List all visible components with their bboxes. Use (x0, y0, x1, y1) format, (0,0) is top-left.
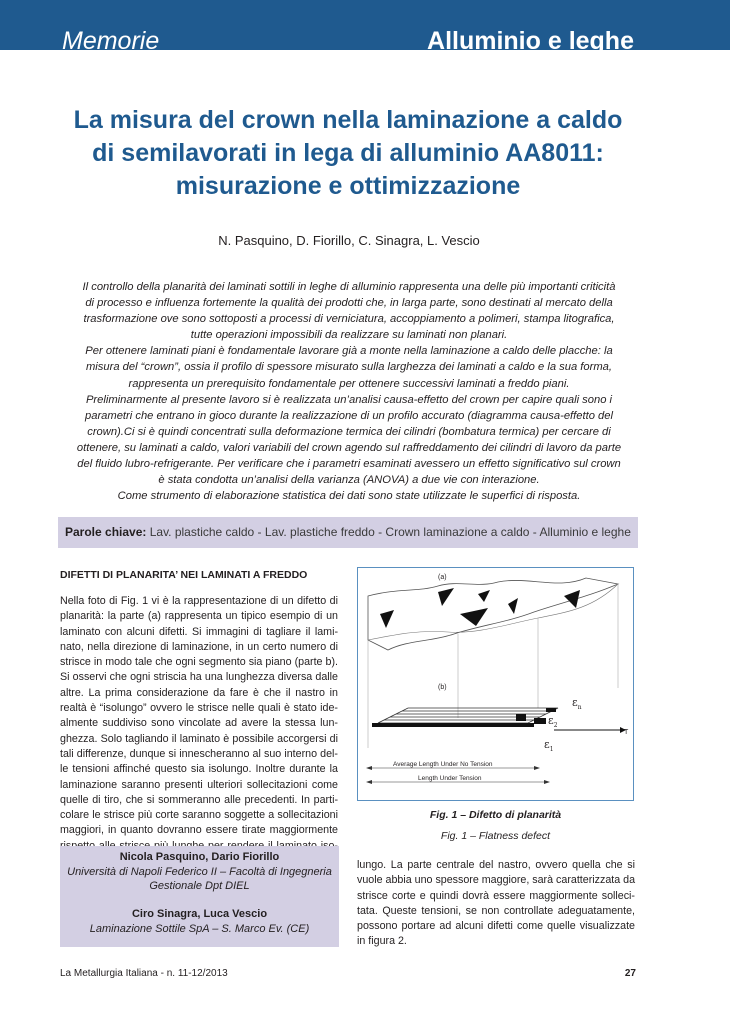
body-line: strisce corte e quindi dovrà essere maggiormente solleci- (357, 889, 635, 902)
affiliation-box (60, 846, 339, 947)
header-band (0, 0, 730, 55)
epsilon-2-label: $\varepsilon_2$ (548, 714, 558, 729)
abstract-line: del fluido lubro-refrigerante. Per verificare che i parametri esaminati avessero un effetto significativo sul crown (77, 458, 621, 471)
body-line: strisce in modo tale che ogni segmento sia piano (parte b). (60, 656, 338, 669)
dimension-arrow-head (544, 780, 550, 784)
defect-buckle (380, 610, 394, 628)
tension-length-label: Length Under Tension (418, 775, 482, 782)
body-line: quelle di tiro, che si sommeranno alle precedenti. In parti- (60, 793, 338, 806)
keywords-value: Lav. plastiche caldo - Lav. plastiche freddo - Crown laminazione a caldo - Alluminio e leghe (149, 525, 631, 539)
strip-stack (378, 708, 558, 723)
defect-buckle (478, 590, 490, 602)
keywords-box (58, 517, 638, 548)
body-line: planarità: la parte (a) rappresenta un tipico esempio di un (60, 610, 338, 623)
title-line: La misura del crown nella laminazione a caldo (73, 106, 623, 134)
abstract-line: misura del “crown”, ossia il profilo di spessore misurato sulla larghezza dei laminati a caldo e la sua forma, (85, 361, 613, 374)
figure-label-b: (b) (438, 684, 447, 691)
defect-buckle (438, 588, 454, 606)
affiliation-group (60, 850, 339, 894)
affiliation-line: Laminazione Sottile SpA – S. Marco Ev. (CE) (89, 922, 310, 935)
body-line: lungo. La parte centrale del nastro, ovvero quella che si (357, 859, 635, 871)
abstract-line: Il controllo della planarità dei laminati sottili in leghe di alluminio rappresenta una delle più importanti criticità (82, 281, 616, 293)
abstract-line: trasformazione ove sono sottoposti a processi di verniciatura, accoppiamento a polimeri, stampa litografica, (83, 313, 615, 326)
epsilon-1-label: $\varepsilon_1$ (544, 738, 554, 753)
body-line: ghezza. Solo tagliando il laminato è possibile accorgersi di (60, 732, 338, 745)
strip-offset (534, 718, 546, 724)
defect-buckle (508, 598, 518, 614)
dimension-arrow-head (534, 766, 540, 770)
body-line: colare le strisce più corte saranno soggette a sollecitazioni (60, 809, 338, 822)
figure-caption-english: Fig. 1 – Flatness defect (440, 830, 551, 842)
header-topic-label: Alluminio e leghe (427, 27, 634, 55)
page-number: 27 (624, 968, 636, 979)
defect-buckle (460, 608, 488, 626)
defect-buckle (564, 590, 580, 608)
epsilon-n-label: $\varepsilon_n$ (572, 696, 582, 711)
abstract (60, 279, 638, 504)
abstract-line: Per ottenere laminati piani è fondamentale lavorare già a monte nella laminazione a caldo delle placche: la (85, 345, 613, 358)
dimension-arrow-head (366, 780, 372, 784)
figure-label-a: (a) (438, 574, 447, 581)
wavy-sheet-outline (368, 578, 618, 650)
affiliation-names: Nicola Pasquino, Dario Fiorillo (119, 851, 280, 863)
title-line: misurazione e ottimizzazione (175, 172, 521, 200)
affiliation-line: Università di Napoli Federico II – Facoltà di Ingegneria (67, 865, 332, 878)
body-line: nato, nella direzione di laminazione, in un certo numero di (60, 640, 338, 653)
body-line: Nella foto di Fig. 1 vi è la rappresentazione di un difetto di (60, 595, 338, 607)
body-line: almente suddiviso sono vincolate ad avere la stessa lun- (60, 717, 338, 730)
footer-journal: La Metallurgia Italiana - n. 11-12/2013 (60, 968, 228, 979)
body-line: laminato con alcuni difetti. Si immagini di tagliare il lami- (60, 625, 338, 638)
figure-1 (357, 567, 634, 801)
body-line: le tensioni affinché questo sia isolungo. Inoltre durante la (60, 763, 338, 776)
body-line: laminazione saranno presenti ulteriori sollecitazioni come (60, 778, 338, 791)
abstract-line: Preliminarmente al presente lavoro si è realizzata un’analisi causa-effetto del crown per capire quali sono i (85, 393, 613, 406)
abstract-line: crown).Ci si è quindi concentrati sulla deformazione termica dei cilindri (bombatura termica) per cercare di (87, 425, 611, 438)
body-column-right (357, 858, 635, 950)
body-line: vuole abbia uno spessore maggiore, sarà caratterizzata da (357, 874, 636, 887)
abstract-line: parametri che entrano in gioco durante la realizzazione di un profilo accurato (diagramma causa-effetto del (85, 409, 613, 422)
strip-base (372, 723, 534, 727)
avg-length-label: Average Length Under No Tension (393, 761, 493, 768)
body-line: Si osservi che ogni striscia ha una lunghezza diversa dalle (60, 671, 338, 684)
abstract-line: Come strumento di elaborazione statistica dei dati sono state utilizzate le superfici di risposta. (117, 490, 581, 503)
title-line: di semilavorati in lega di alluminio AA8011: (92, 139, 604, 167)
affiliation-names: Ciro Sinagra, Luca Vescio (131, 908, 268, 920)
body-line: possono portare ad alcuni difetti come quelle visualizzate (357, 920, 635, 933)
dimension-arrow-head (366, 766, 372, 770)
body-line: realtà è “isolungo” ovvero le strisce nelle quali è stato ide- (60, 702, 338, 715)
body-line: maggiori, in quanto dovranno essere tirate maggiormente (60, 824, 338, 837)
keywords-label: Parole chiave: (65, 525, 147, 539)
article-title (50, 104, 646, 203)
abstract-line: tutte operazioni impossibili da realizzare su laminati non planari. (190, 329, 508, 342)
body-line: tata. Queste tensioni, se non controllate adeguatamente, (357, 904, 635, 917)
body-line: tali differenze, dunque si innescheranno al suo interno del- (60, 747, 338, 760)
authors: N. Pasquino, D. Fiorillo, C. Sinagra, L. Vescio (218, 233, 480, 248)
strip-offset (546, 708, 556, 712)
strip-offset (516, 714, 526, 721)
wavy-sheet-front-edge (368, 584, 618, 640)
tension-label: T (624, 729, 629, 736)
abstract-line: rappresenta un prerequisito fondamentale per ottenere successivi laminati a freddo piani. (128, 377, 570, 390)
abstract-line: di processo e influenza fortemente la qualità dei prodotti che, in larga parte, sono destinati al mercato della (85, 297, 613, 310)
affiliation-line: Gestionale Dpt DIEL (149, 880, 250, 892)
flatness-defect-diagram (358, 568, 635, 802)
figure-caption-italian: Fig. 1 – Difetto di planarità (429, 809, 562, 821)
body-column-left (60, 594, 338, 854)
section-heading: DIFETTI DI PLANARITA’ NEI LAMINATI A FREDDO (60, 569, 308, 581)
affiliation-group (60, 907, 339, 936)
header-section-label: Memorie (62, 27, 160, 55)
abstract-line: è stata condotta un’analisi della varianza (ANOVA) a due vie con interazione. (158, 474, 540, 487)
body-line: in figura 2. (357, 935, 407, 948)
abstract-line: ottenere, su laminati a caldo, valori variabili del crown agendo sul raffreddamento dei cilindri di lavoro da parte (76, 441, 622, 454)
body-line: altre. La prima considerazione da fare è che il nastro in (60, 686, 338, 699)
